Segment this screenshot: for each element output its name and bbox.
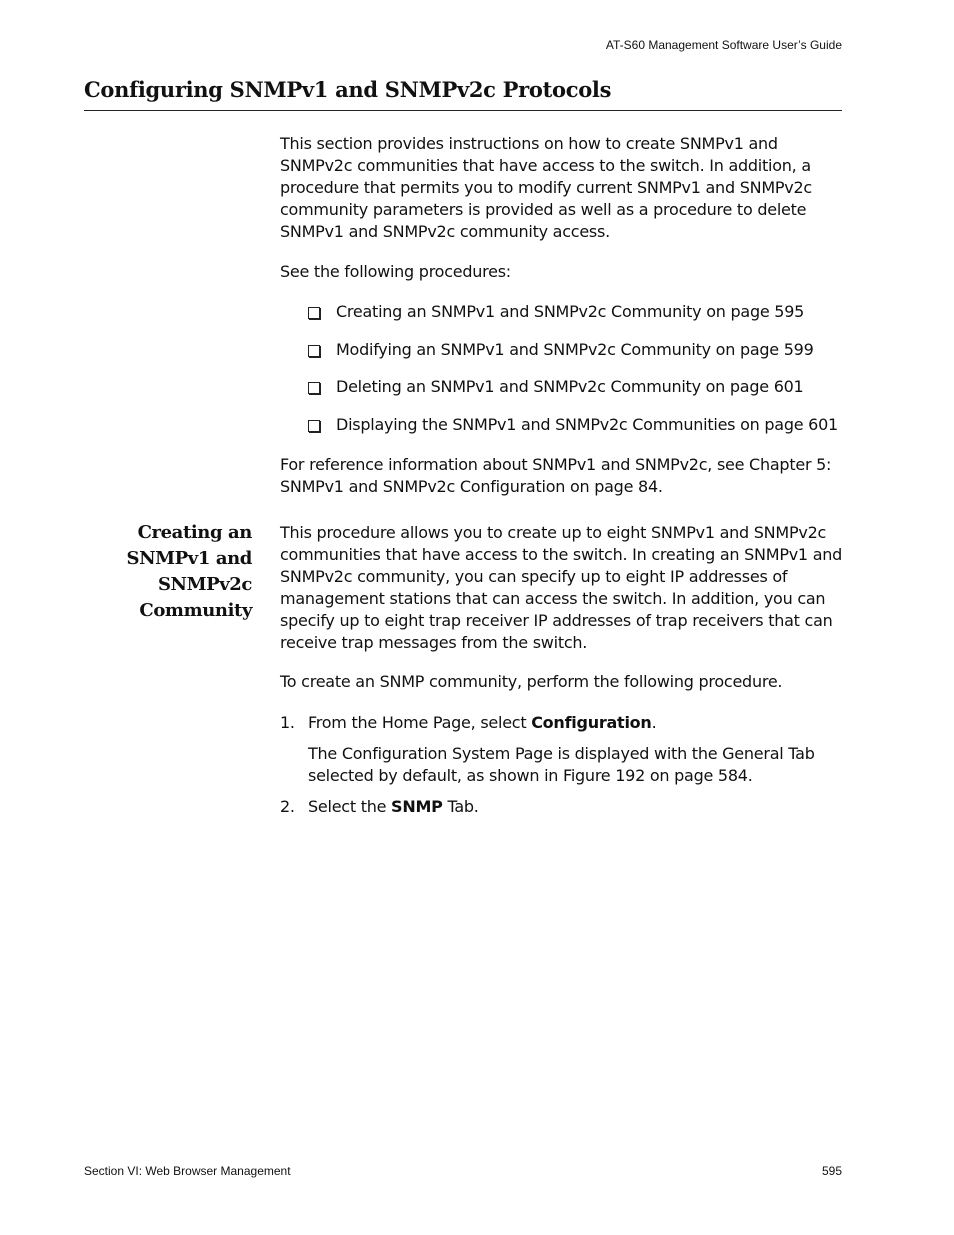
- checkbox-bullet-icon: [308, 382, 320, 394]
- step-text-before: Select the: [308, 797, 392, 816]
- step-text-after: Tab.: [442, 797, 479, 816]
- checkbox-bullet-icon: [308, 420, 320, 432]
- step-1-result: The Configuration System Page is displayed with the General Tab selected by default, as shown in Figure 192 on page 584.: [308, 744, 815, 785]
- step-number: 1.: [280, 713, 295, 732]
- subsection-heading-line: SNMPv2c: [157, 574, 252, 595]
- checkbox-bullet-icon: [308, 307, 320, 319]
- footer-page-number: 595: [821, 1164, 842, 1178]
- step-number: 2.: [280, 797, 295, 816]
- intro-paragraph: This section provides instructions on how to create SNMPv1 and SNMPv2c communities that have access to the switch. In addition, a procedure that permits you to modify current SNMPv1 and SNMPv2c community parameters is provided as well as a procedure to delete SNMPv1 and SNMPv2c community access.: [280, 134, 812, 241]
- procedure-steps: [280, 712, 846, 818]
- reference-paragraph: For reference information about SNMPv1 and SNMPv2c, see Chapter 5: SNMPv1 and SNMPv2c Configuration on page 84.: [280, 455, 832, 496]
- procedure-list: [308, 301, 838, 451]
- list-item: [308, 414, 838, 452]
- see-following-text: See the following procedures:: [280, 262, 511, 281]
- step-text-after: .: [651, 713, 657, 732]
- procedure-link-text: Creating an SNMPv1 and SNMPv2c Community on page 595: [336, 302, 805, 321]
- step-1: [280, 712, 846, 734]
- to-create-text: To create an SNMP community, perform the following procedure.: [280, 672, 783, 691]
- list-item: [308, 376, 838, 414]
- step-text-before: From the Home Page, select: [308, 713, 532, 732]
- subsection-heading-line: SNMPv1 and: [126, 548, 252, 569]
- procedure-link-text: Deleting an SNMPv1 and SNMPv2c Community on page 601: [336, 377, 804, 396]
- subsection-heading-line: Community: [139, 600, 252, 621]
- footer-section-label: Section VI: Web Browser Management: [84, 1164, 291, 1178]
- title-rule: [84, 110, 842, 111]
- step-bold-term: SNMP: [391, 797, 443, 816]
- subsection-heading-line: Creating an: [137, 522, 252, 543]
- step-2: [280, 796, 846, 818]
- procedure-link-text: Modifying an SNMPv1 and SNMPv2c Community on page 599: [336, 339, 814, 359]
- running-header: AT-S60 Management Software User’s Guide: [605, 38, 842, 52]
- page-title: Configuring SNMPv1 and SNMPv2c Protocols: [84, 77, 612, 102]
- list-item: [308, 301, 838, 339]
- procedure-link-text: Displaying the SNMPv1 and SNMPv2c Communities on page 601: [336, 414, 838, 434]
- step-text: [308, 712, 656, 734]
- list-item: [308, 339, 838, 377]
- step-text: [308, 796, 479, 818]
- subsection-description: This procedure allows you to create up to eight SNMPv1 and SNMPv2c communities that have access to the switch. In creating an SNMPv1 and SNMPv2c community, you can specify up to eight IP addresses of management stations that can access the switch. In addition, you can specify up to eight trap receiver IP addresses of trap receivers that can receive trap messages from the switch.: [280, 523, 843, 652]
- subsection-heading: [127, 520, 253, 624]
- checkbox-bullet-icon: [308, 345, 320, 357]
- step-bold-term: Configuration: [531, 713, 652, 732]
